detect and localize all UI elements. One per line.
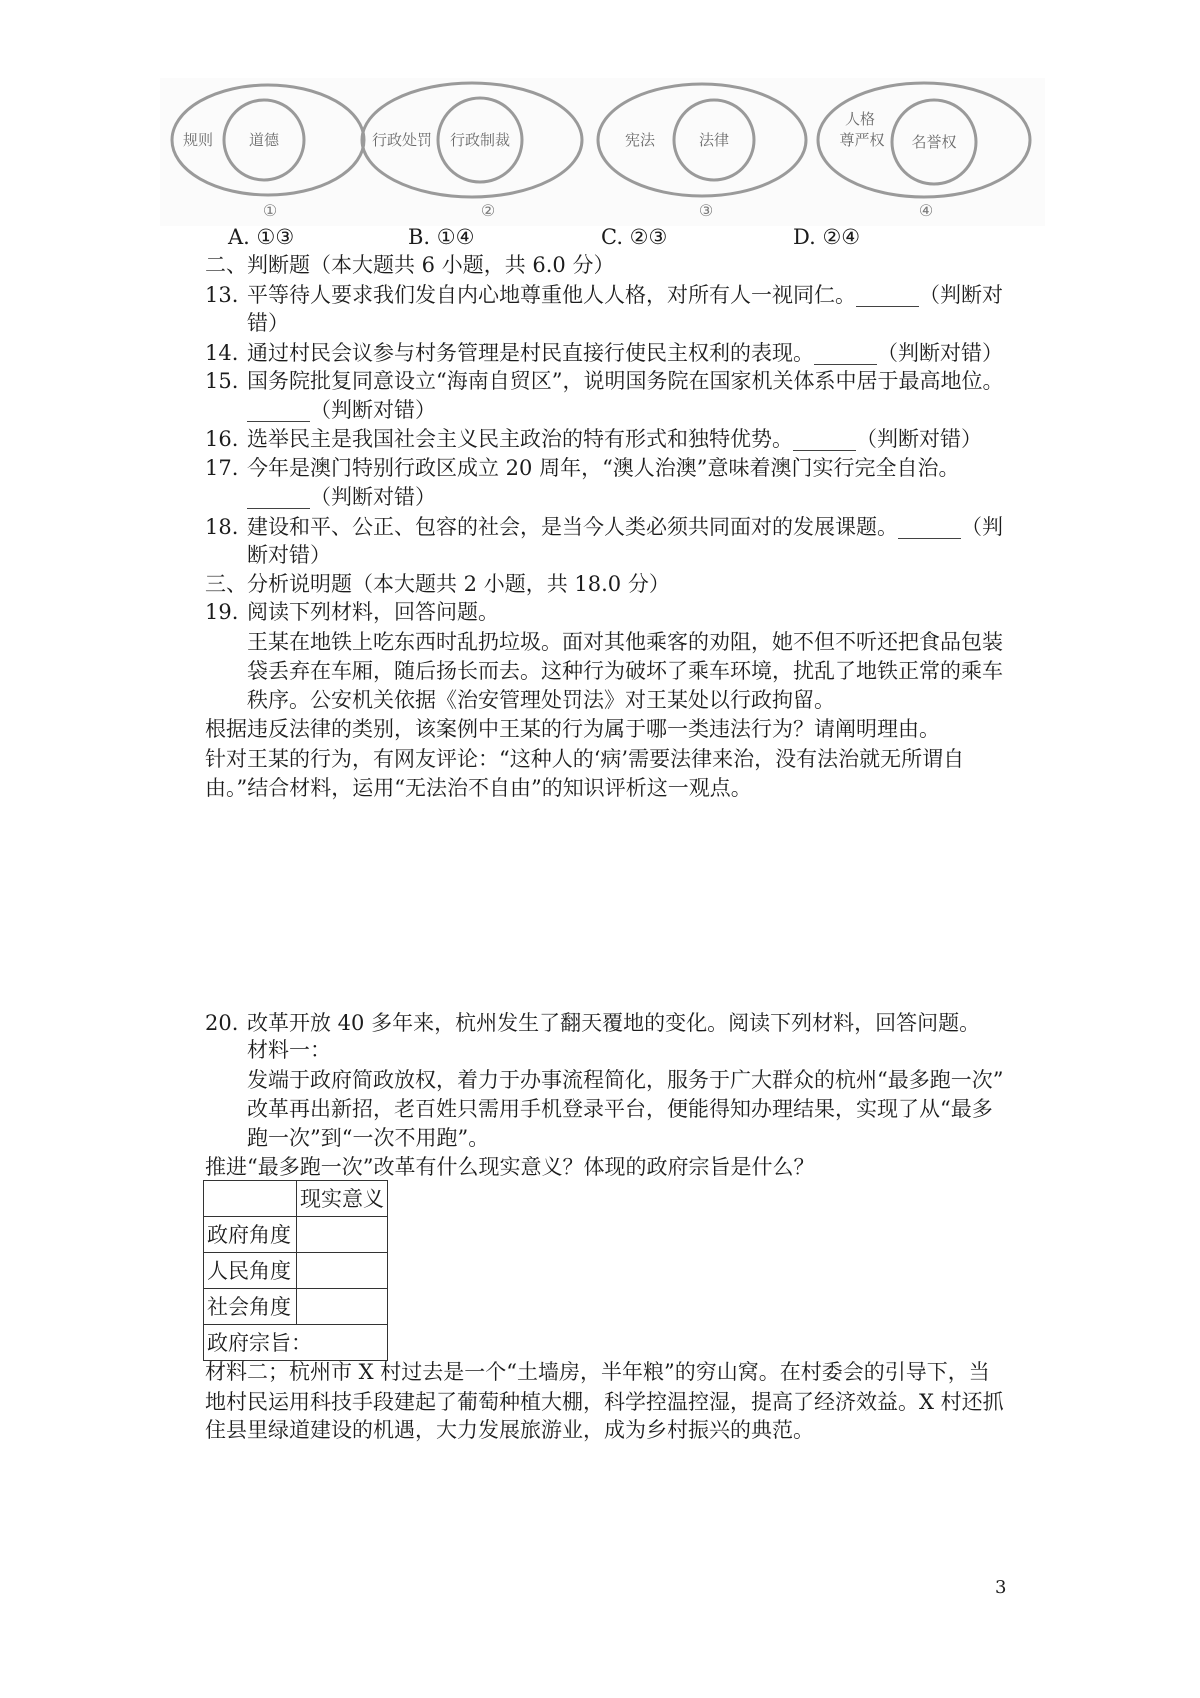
page-number: 3 [995,1577,1007,1598]
row-label: 政府角度 [204,1217,297,1253]
q19-material-line: 王某在地铁上吃东西时乱扔垃圾。面对其他乘客的劝阻，她不但不听还把食品包装 [247,630,1003,654]
question-number: 15. [205,369,239,393]
inner-label: 道德 [248,131,280,149]
figure-number: ② [480,201,496,220]
question-number: 13. [205,283,239,307]
table-header-row [204,1181,388,1217]
question-text: 选举民主是我国社会主义民主政治的特有形式和独特优势。______（判断对错） [247,427,982,451]
outer-label-line-2: 尊严权 [839,131,885,149]
option-b: B. ①④ [408,225,475,249]
outer-label: 规则 [182,131,214,149]
answer-cell [297,1253,388,1289]
figure-number: ① [262,201,278,220]
section-heading-analysis: 三、分析说明题（本大题共 2 小题，共 18.0 分） [205,572,670,596]
question-text: 国务院批复同意设立“海南自贸区”，说明国务院在国家机关体系中居于最高地位。 [247,369,1004,393]
question-15 [205,367,1003,395]
figure-number: ④ [918,201,934,220]
question-prompt: 改革开放 40 多年来，杭州发生了翻天覆地的变化。阅读下列材料，回答问题。 [247,1011,981,1035]
table-row [204,1253,388,1289]
table-footer-row [204,1325,388,1361]
question-16 [205,425,982,453]
question-17 [205,454,960,482]
inner-label: 行政制裁 [449,131,511,149]
option-d: D. ②④ [793,225,861,249]
q19-question-line: 根据违反法律的类别，该案例中王某的行为属于哪一类违法行为？请阐明理由。 [205,717,940,741]
answer-table [203,1180,388,1361]
question-prompt: 阅读下列材料，回答问题。 [247,600,499,624]
material-1-label: 材料一： [247,1038,331,1062]
question-number: 20. [205,1011,239,1035]
material-1-line: 发端于政府简政放权，着力于办事流程简化，服务于广大群众的杭州“最多跑一次” [247,1068,1004,1092]
concept-relation-diagram [160,78,1045,226]
question-number: 14. [205,341,239,365]
question-18-continued: 断对错） [247,543,331,567]
table-header-cell [204,1181,297,1217]
table-row [204,1289,388,1325]
material-1-line: 跑一次”到“一次不用跑”。 [247,1126,490,1150]
question-19 [205,598,499,626]
q19-material-line: 秩序。公安机关依据《治安管理处罚法》对王某处以行政拘留。 [247,688,835,712]
material-2-line: 地村民运用科技手段建起了葡萄种植大棚，科学控温控湿，提高了经济效益。X 村还抓 [205,1390,1004,1414]
figure-number: ③ [698,201,714,220]
material-2-line: 材料二；杭州市 X 村过去是一个“土墙房，半年粮”的穷山窝。在村委会的引导下，当 [205,1360,990,1384]
question-18 [205,513,1003,541]
question-text: 平等待人要求我们发自内心地尊重他人人格，对所有人一视同仁。______（判断对 [247,283,1003,307]
question-17-continued: ______（判断对错） [247,485,436,509]
material-2-line: 住县里绿道建设的机遇，大力发展旅游业，成为乡村振兴的典范。 [205,1418,814,1442]
table-footer-cell: 政府宗旨： [204,1325,388,1361]
question-number: 18. [205,515,239,539]
table-header-cell: 现实意义 [297,1181,388,1217]
question-13-continued: 错） [247,311,289,335]
q20-question: 推进“最多跑一次”改革有什么现实意义？体现的政府宗旨是什么？ [205,1155,815,1179]
question-14 [205,339,1003,367]
table-row [204,1217,388,1253]
material-1-line: 改革再出新招，老百姓只需用手机登录平台，便能得知办理结果，实现了从“最多 [247,1097,993,1121]
outer-label: 行政处罚 [371,131,433,149]
inner-label: 名誉权 [911,133,957,151]
question-15-continued: ______（判断对错） [247,398,436,422]
row-label: 社会角度 [204,1289,297,1325]
option-c: C. ②③ [601,225,668,249]
question-13 [205,281,1003,309]
question-text: 今年是澳门特别行政区成立 20 周年，“澳人治澳”意味着澳门实行完全自治。 [247,456,960,480]
question-number: 16. [205,427,239,451]
option-a: A. ①③ [228,225,295,249]
q19-material-line: 袋丢弃在车厢，随后扬长而去。这种行为破坏了乘车环境，扰乱了地铁正常的乘车 [247,659,1003,683]
row-label: 人民角度 [204,1253,297,1289]
outer-label-line-1: 人格 [844,110,876,128]
inner-label: 法律 [698,131,730,149]
section-heading-judgment: 二、判断题（本大题共 6 小题，共 6.0 分） [205,253,615,277]
question-text: 通过村民会议参与村务管理是村民直接行使民主权利的表现。______（判断对错） [247,341,1003,365]
question-number: 19. [205,600,239,624]
q19-question-line: 针对王某的行为，有网友评论：“这种人的‘病’需要法律来治，没有法治就无所谓自 [205,747,965,771]
question-20 [205,1009,980,1037]
answer-cell [297,1217,388,1253]
outer-label: 宪法 [624,131,656,149]
answer-cell [297,1289,388,1325]
q19-question-line: 由。”结合材料，运用“无法治不自由”的知识评析这一观点。 [205,776,752,800]
question-text: 建设和平、公正、包容的社会，是当今人类必须共同面对的发展课题。______（判 [247,515,1003,539]
question-number: 17. [205,456,239,480]
